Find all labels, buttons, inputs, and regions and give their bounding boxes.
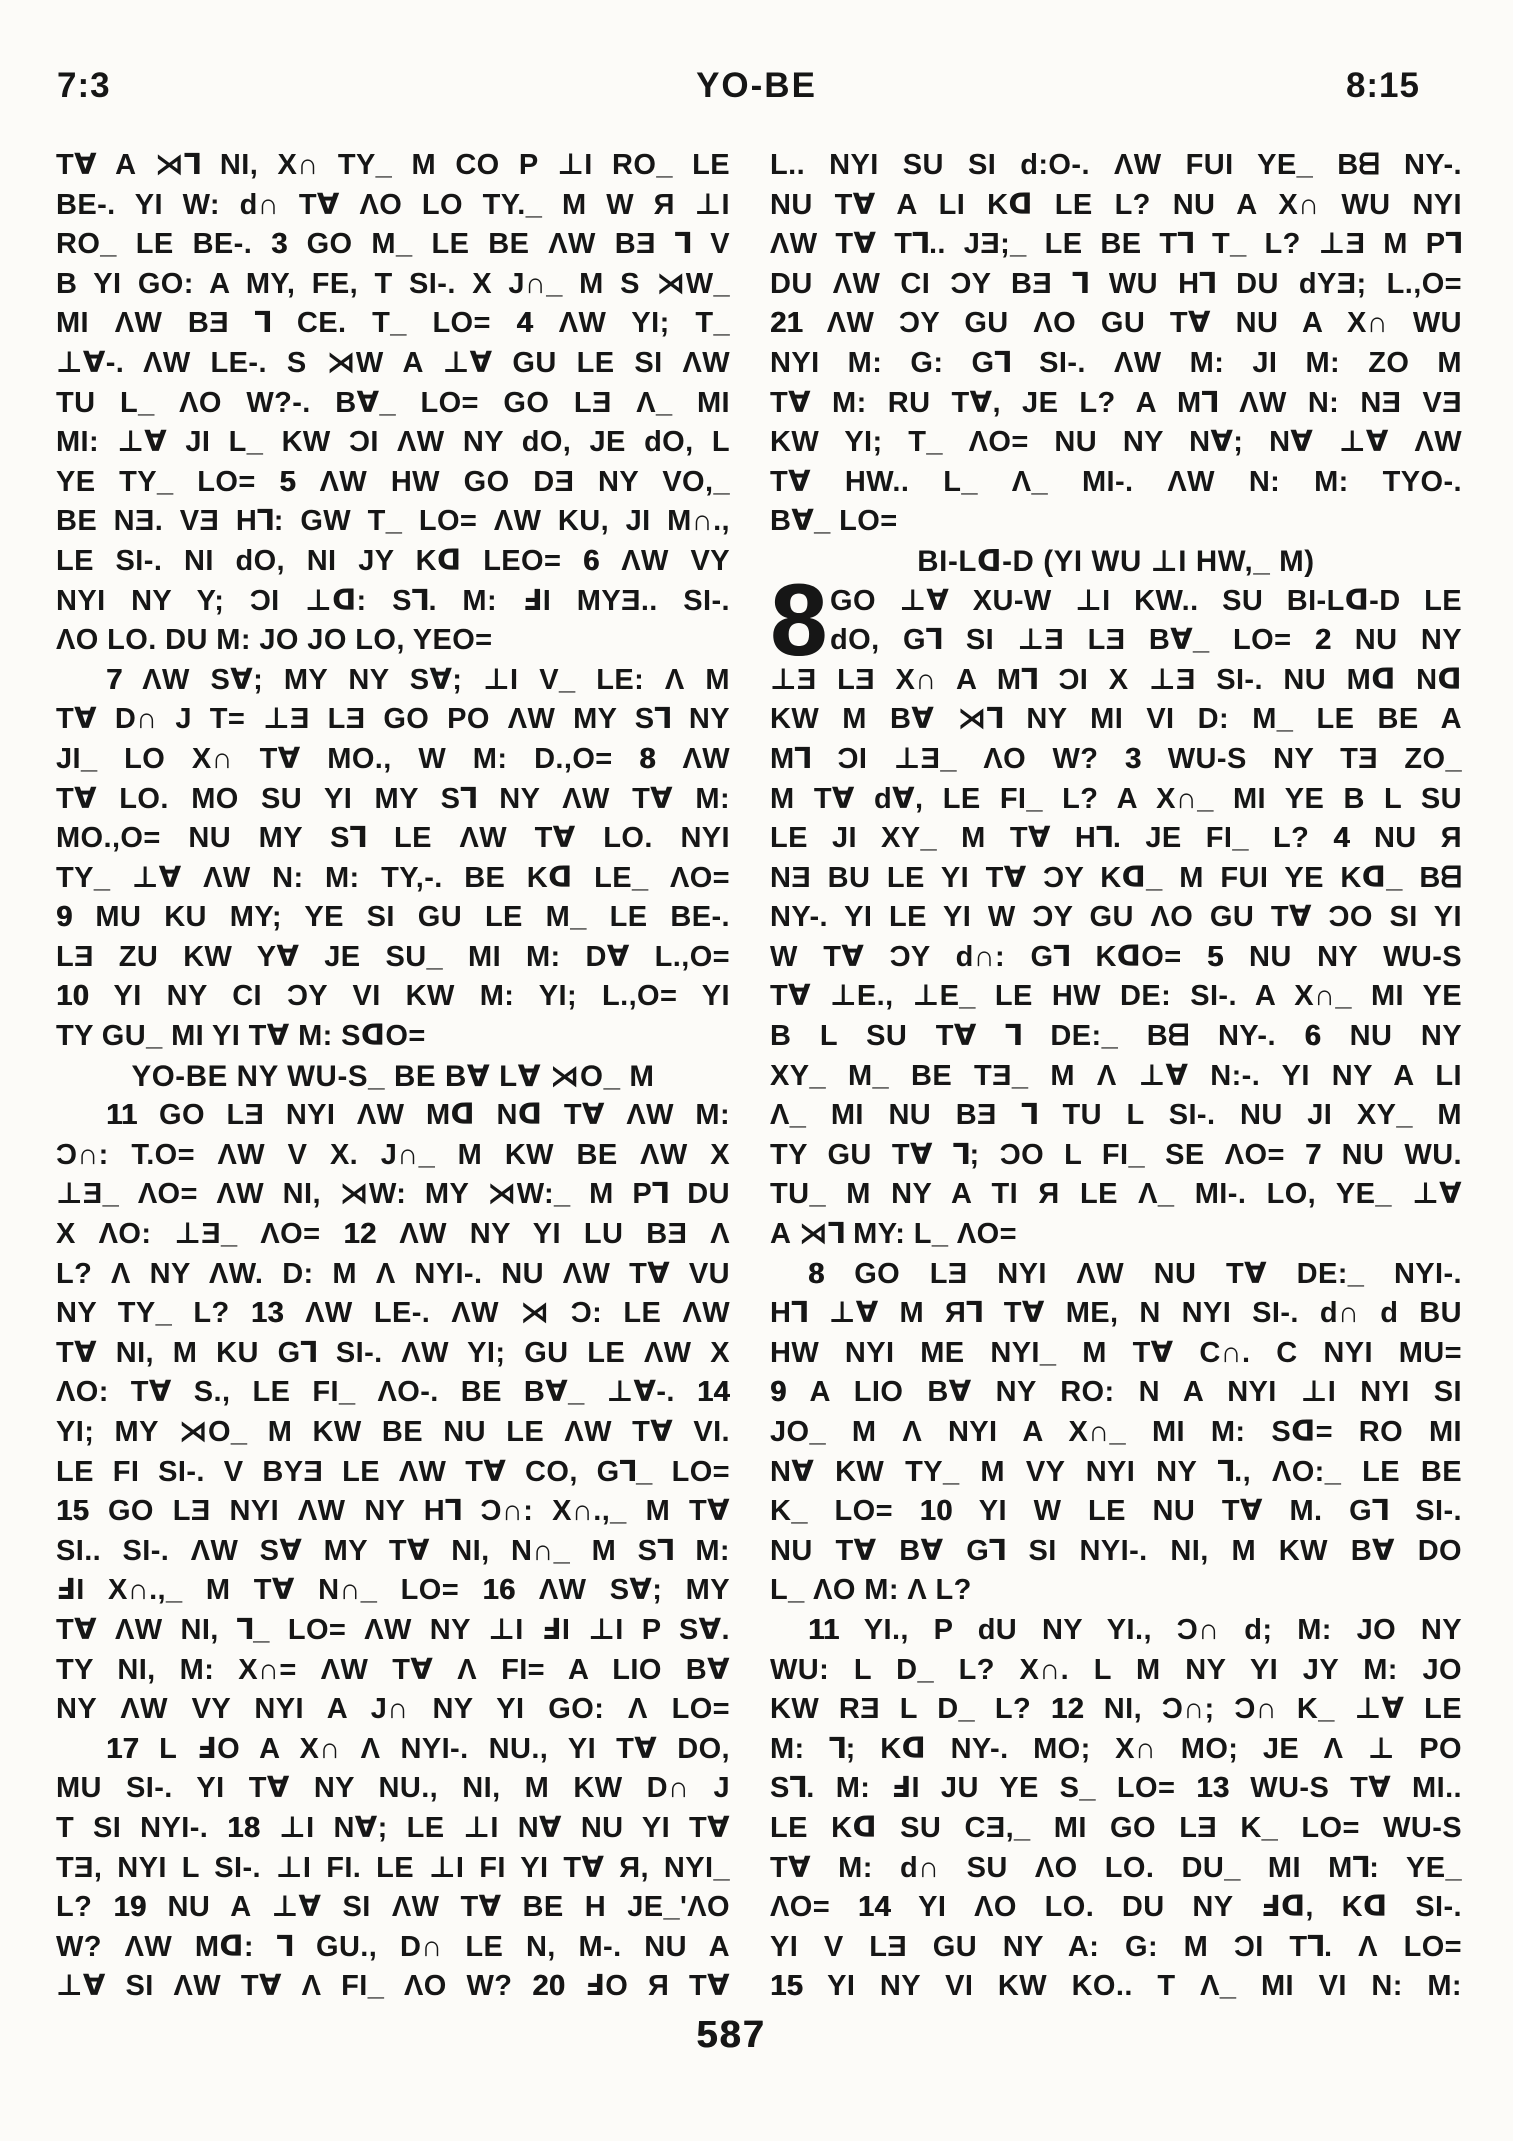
body-line: GO ⊥∀ XU-W ⊥I KW.. SU BI-Lᗡ-D LE: [830, 584, 1462, 617]
body-line: K_ LO= 10 YI W LE NU T∀ M. G⅂ SI-.: [770, 1495, 1462, 1528]
verse-number: 11: [808, 1613, 840, 1646]
body-line: TU_ M NY A TI Я LE Λ_ MI-. LO, YE_ ⊥∀: [770, 1178, 1462, 1211]
body-line: ΛO: T∀ S., LE FI_ ΛO-. BE B∀_ ⊥∀-. 14: [56, 1376, 730, 1409]
text-column-left: [56, 146, 730, 2007]
body-line: ΛO= 14 YI ΛO LO. DU NY Ⅎᗡ, Kᗡ SI-.: [770, 1891, 1462, 1924]
body-line: T∀ NI, M KU G⅂ SI-. ΛW YI; GU LE ΛW X: [56, 1336, 730, 1369]
verse-number: 7: [1304, 1138, 1322, 1171]
body-line: L_ ΛO M: Λ L?: [770, 1574, 972, 1607]
body-line: LƎ ZU KW Y∀ JE SU_ MI M: D∀ L.,O=: [56, 940, 730, 973]
verse-number: 18: [227, 1811, 261, 1844]
header-right-reference: 8:15: [1345, 66, 1420, 105]
header-book-title: YO-BE: [696, 66, 817, 105]
body-line: 10 YI NY CI ƆY VI KW M: YI; L.,O= YI: [56, 980, 730, 1013]
body-line: TƎ, NYI L SI-. ⊥I FI. LE ⊥I FI YI T∀ Я, NYI_: [56, 1851, 730, 1884]
body-line: M⅂ ƆI ⊥Ǝ_ ΛO W? 3 WU-S NY TƎ ZO_: [770, 742, 1462, 775]
verse-number: 13: [1196, 1772, 1230, 1805]
section-heading: BI-Lᗡ-D (YI WU ⊥I HW,_ M): [917, 544, 1315, 578]
body-line: NƎ BU LE YI T∀ ƆY Kᗡ_ M FUI YE Kᗡ_ Bᗺ: [770, 861, 1462, 894]
verse-number: 19: [113, 1891, 147, 1924]
verse-number: 9: [56, 901, 73, 934]
body-line: Λ_ MI NU BƎ ⅂ TU L SI-. NU JI XY_ M: [770, 1099, 1462, 1132]
verse-number: 5: [279, 465, 296, 498]
body-line: ΛO LO. DU M: JO JO LO, YEO=: [56, 624, 493, 657]
verse-number: 8: [639, 742, 656, 775]
body-line: NYI NY Y; ƆI ⊥ᗡ: S⅂. M: ℲI MYƎ.. SI-.: [56, 584, 730, 617]
verse-number: 10: [56, 980, 90, 1013]
body-line: 17 L ℲO A X∩ Λ NYI-. NU., YI T∀ DO,: [106, 1732, 730, 1765]
body-line: YE TY_ LO= 5 ΛW HW GO DƎ NY VO,_: [56, 465, 730, 498]
body-line: W T∀ ƆY d∩: G⅂ KᗡO= 5 NU NY WU-S: [770, 940, 1462, 973]
body-line: KW RƎ L D_ L? 12 NI, Ɔ∩; Ɔ∩ K_ ⊥∀ LE: [770, 1693, 1462, 1726]
body-line: TU L_ ΛO W?-. B∀_ LO= GO LƎ Λ_ MI: [56, 386, 730, 419]
body-line: ℲI X∩.,_ M T∀ N∩_ LO= 16 ΛW S∀; MY: [56, 1574, 730, 1607]
body-line: ⊥∀-. ΛW LE-. S ⋊W A ⊥∀ GU LE SI ΛW: [56, 346, 730, 379]
verse-number: 14: [696, 1376, 730, 1409]
body-line: MO.,O= NU MY S⅂ LE ΛW T∀ LO. NYI: [56, 822, 730, 855]
body-line: 15 YI NY VI KW KO.. T Λ_ MI VI N: M:: [770, 1970, 1462, 2003]
verse-number: 9: [770, 1376, 787, 1409]
body-line: N∀ KW TY_ M VY NYI NY ⅂., ΛO:_ LE BE: [770, 1455, 1462, 1488]
body-line: T∀ A ⋊⅂ NI, X∩ TY_ M CO P ⊥I RO_ LE: [56, 149, 730, 181]
body-line: TY NI, M: X∩= ΛW T∀ Λ FI= A LIO B∀: [56, 1653, 730, 1686]
body-line: ⊥Ǝ LƎ X∩ A M⅂ ƆI X ⊥Ǝ SI-. NU Mᗡ Nᗡ: [770, 663, 1462, 696]
body-line: LE Kᗡ SU CƎ,_ MI GO LƎ K_ LO= WU-S: [770, 1811, 1462, 1844]
body-line: 8 GO LƎ NYI ΛW NU T∀ DE:_ NYI-.: [808, 1257, 1462, 1290]
body-line: TY GU T∀ ⅂; ƆO L FI_ SE ΛO= 7 NU WU.: [770, 1138, 1462, 1171]
body-line: 11 YI., P dU NY YI., Ɔ∩ d; M: JO NY: [808, 1613, 1462, 1646]
chapter-start: [770, 562, 1462, 677]
body-line: LE JI XY_ M T∀ H⅂. JE FI_ L? 4 NU Я: [770, 822, 1462, 855]
body-line: 9 MU KU MY; YE SI GU LE M_ LE BE-.: [56, 901, 730, 934]
body-line: ⊥∀ SI ΛW T∀ Λ FI_ ΛO W? 20 ℲO Я T∀: [56, 1970, 730, 2003]
body-line: NY TY_ L? 13 ΛW LE-. ΛW ⋊ Ɔ: LE ΛW: [56, 1297, 730, 1330]
verse-number: 3: [1124, 742, 1142, 775]
body-line: L.. NYI SU SI d:O-. ΛW FUI YE_ Bᗺ NY-.: [770, 149, 1462, 181]
body-line: M T∀ d∀, LE FI_ L? A X∩_ MI YE B L SU: [770, 782, 1462, 815]
body-line: L? Λ NY ΛW. D: M Λ NYI-. NU ΛW T∀ VU: [56, 1257, 730, 1290]
body-line: 9 A LIO B∀ NY RO: N A NYI ⊥I NYI SI: [770, 1376, 1462, 1409]
body-line: T∀ D∩ J T= ⊥Ǝ LƎ GO PO ΛW MY S⅂ NY: [56, 703, 730, 736]
body-line: BE-. YI W: d∩ T∀ ΛO LO TY._ M W Я ⊥I: [56, 188, 730, 221]
body-line: LE SI-. NI dO, NI JY Kᗡ LEO= 6 ΛW VY: [56, 544, 730, 577]
verse-number: 12: [343, 1218, 377, 1251]
body-line: HW NYI ME NYI_ M T∀ C∩. C NYI MU=: [770, 1336, 1462, 1369]
verse-number: 3: [271, 228, 288, 261]
body-line: YI; MY ⋊O_ M KW BE NU LE ΛW T∀ VI.: [56, 1416, 730, 1448]
section-heading: YO-BE NY WU-S_ BE B∀ L∀ ⋊O_ M: [131, 1059, 655, 1093]
verse-number: 15: [56, 1495, 90, 1528]
body-line: 11 GO LƎ NYI ΛW Mᗡ Nᗡ T∀ ΛW M:: [106, 1099, 730, 1132]
body-line: T∀ LO. MO SU YI MY S⅂ NY ΛW T∀ M:: [56, 782, 730, 815]
verse-number: 10: [919, 1495, 953, 1528]
body-line: SI.. SI-. ΛW S∀ MY T∀ NI, N∩_ M S⅂ M:: [56, 1534, 730, 1567]
body-line: T∀ HW.. L_ Λ_ MI-. ΛW N: M: TYO-.: [770, 465, 1462, 498]
body-line: KW M B∀ ⋊⅂ NY MI VI D: M_ LE BE A: [770, 703, 1462, 736]
body-line: H⅂ ⊥∀ M Я⅂ T∀ ME, N NYI SI-. d∩ d BU: [770, 1297, 1462, 1330]
body-line: MI: ⊥∀ JI L_ KW ƆI ΛW NY dO, JE dO, L: [56, 426, 730, 459]
verse-number: 20: [532, 1970, 566, 2003]
verse-number: 14: [857, 1891, 891, 1924]
body-line: ΛW T∀ T⅂.. JƎ;_ LE BE T⅂ T_ L? ⊥Ǝ M P⅂: [770, 228, 1462, 261]
body-line: T∀ ΛW NI, ⅂_ LO= ΛW NY ⊥I ℲI ⊥I P S∀.: [56, 1613, 730, 1646]
body-line: KW YI; T_ ΛO= NU NY N∀; N∀ ⊥∀ ΛW: [770, 426, 1462, 459]
body-line: M: ⅂; Kᗡ NY-. MO; X∩ MO; JE Λ ⊥ PO: [770, 1732, 1462, 1765]
body-line: NY ΛW VY NYI A J∩ NY YI GO: Λ LO=: [56, 1693, 730, 1726]
body-line: MI ΛW BƎ ⅂ CE. T_ LO= 4 ΛW YI; T_: [56, 307, 730, 340]
verse-number: 7: [106, 663, 123, 696]
body-line: TY GU_ MI YI T∀ M: SᗡO=: [56, 1020, 426, 1053]
body-line: W? ΛW Mᗡ: ⅂ GU., D∩ LE N, M-. NU A: [56, 1930, 730, 1963]
verse-number: 12: [1050, 1693, 1084, 1726]
verse-number: 8: [808, 1257, 825, 1290]
body-line: T∀ M: d∩ SU ΛO LO. DU_ MI M⅂: YE_: [770, 1851, 1462, 1884]
verse-number: 2: [1314, 624, 1332, 657]
body-line: 21 ΛW ƆY GU ΛO GU T∀ NU A X∩ WU: [770, 307, 1462, 340]
body-line: WU: L D_ L? X∩. L M NY YI JY M: JO: [770, 1653, 1462, 1686]
verse-number: 4: [516, 307, 534, 340]
body-line: dO, G⅂ SI ⊥Ǝ LƎ B∀_ LO= 2 NU NY: [830, 624, 1462, 657]
body-line: BE NƎ. VƎ H⅂: GW T_ LO= ΛW KU, JI M∩.,: [56, 505, 730, 538]
verse-number: 5: [1207, 940, 1224, 973]
body-line: X ΛO: ⊥Ǝ_ ΛO= 12 ΛW NY YI LU BƎ Λ: [56, 1218, 730, 1251]
body-line: RO_ LE BE-. 3 GO M_ LE BE ΛW BƎ ⅂ V: [56, 228, 730, 261]
verse-number: 6: [583, 544, 600, 577]
body-line: JI_ LO X∩ T∀ MO., W M: D.,O= 8 ΛW: [56, 742, 730, 775]
verse-number: 21: [770, 307, 804, 340]
verse-number: 6: [1304, 1020, 1322, 1053]
body-line: B L SU T∀ ⅂ DE:_ Bᗺ NY-. 6 NU NY: [770, 1020, 1462, 1053]
body-line: MU SI-. YI T∀ NY NU., NI, M KW D∩ J: [56, 1772, 730, 1805]
body-line: NY-. YI LE YI W ƆY GU ΛO GU T∀ ƆO SI YI: [770, 901, 1462, 934]
body-line: T∀ ⊥E., ⊥E_ LE HW DE: SI-. A X∩_ MI YE: [770, 980, 1462, 1013]
body-line: S⅂. M: ℲI JU YE S_ LO= 13 WU-S T∀ MI..: [770, 1772, 1462, 1805]
body-line: T∀ M: RU T∀, JE L? A M⅂ ΛW N: NƎ VƎ: [770, 386, 1462, 419]
verse-number: 15: [770, 1970, 804, 2003]
running-header: [0, 66, 1513, 110]
text-column-right: [770, 146, 1462, 2007]
body-line: 7 ΛW S∀; MY NY S∀; ⊥I V_ LE: Λ M: [106, 663, 730, 696]
body-line: T SI NYI-. 18 ⊥I N∀; LE ⊥I N∀ NU YI T∀: [56, 1811, 730, 1844]
verse-number: 4: [1333, 822, 1350, 855]
body-line: TY_ ⊥∀ ΛW N: M: TY,-. BE Kᗡ LE_ ΛO=: [56, 861, 730, 894]
body-line: ⊥Ǝ_ ΛO= ΛW NI, ⋊W: MY ⋊W:_ M P⅂ DU: [56, 1178, 730, 1211]
body-line: LE FI SI-. V BYƎ LE ΛW T∀ CO, G⅂_ LO=: [56, 1455, 730, 1488]
body-line: Ɔ∩: T.O= ΛW V X. J∩_ M KW BE ΛW X: [56, 1138, 730, 1171]
chapter-first-lines: [830, 582, 1462, 661]
body-line: NU T∀ B∀ G⅂ SI NYI-. NI, M KW B∀ DO: [770, 1534, 1462, 1567]
header-left-reference: 7:3: [57, 66, 111, 105]
verse-number: 16: [482, 1574, 516, 1607]
body-line: JO_ M Λ NYI A X∩_ MI M: Sᗡ= RO MI: [770, 1416, 1462, 1448]
body-line: L? 19 NU A ⊥∀ SI ΛW T∀ BE H JE_'ΛO: [56, 1891, 730, 1924]
body-line: B YI GO: A MY, FE, T SI-. X J∩_ M S ⋊W_: [56, 267, 730, 300]
verse-number: 13: [250, 1297, 284, 1330]
body-line: XY_ M_ BE TƎ_ M Λ ⊥∀ N:-. YI NY A LI: [770, 1059, 1462, 1092]
body-line: YI V LƎ GU NY A: G: M ƆI T⅂. Λ LO=: [770, 1930, 1462, 1963]
body-line: DU ΛW CI ƆY BƎ ⅂ WU H⅂ DU dYƎ; L.,O=: [770, 267, 1462, 300]
chapter-number-dropcap: 8: [770, 562, 827, 677]
body-line: A ⋊⅂ MY: L_ ΛO=: [770, 1218, 1017, 1251]
verse-number: 11: [106, 1099, 138, 1132]
verse-number: 17: [106, 1732, 140, 1765]
body-line: NYI M: G: G⅂ SI-. ΛW M: JI M: ZO M: [770, 346, 1462, 379]
body-line: B∀_ LO=: [770, 505, 898, 538]
page-number: 587: [696, 2014, 766, 2056]
body-line: NU T∀ A LI Kᗡ LE L? NU A X∩ WU NYI: [770, 188, 1462, 221]
body-line: 15 GO LƎ NYI ΛW NY H⅂ Ɔ∩: X∩.,_ M T∀: [56, 1495, 730, 1528]
